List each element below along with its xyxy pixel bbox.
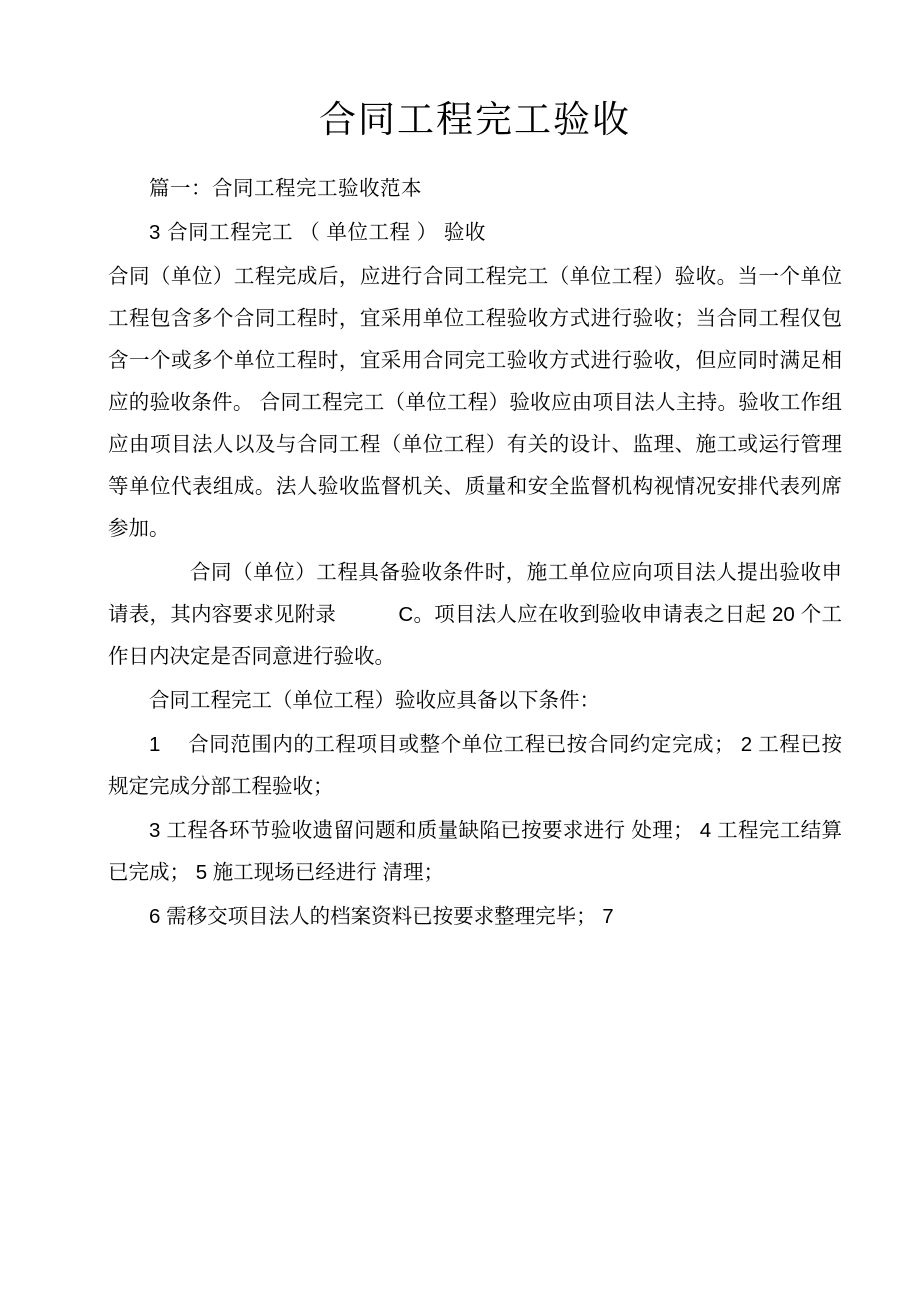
paragraph-6: 6 需移交项目法人的档案资料已按要求整理完毕； 7: [149, 905, 614, 929]
paragraph-5: 3 工程各环节验收遗留问题和质量缺陷已按要求进行 处理； 4 工程完工结算已完成； 5 施工现场已经进行 清理；: [108, 819, 842, 885]
paragraph-source-line: 篇一：合同工程完工验收范本: [149, 177, 422, 201]
paragraph-1: 合同（单位）工程完成后，应进行合同工程完工（单位工程）验收。当一个单位工程包含多个合同工程时，宜采用单位工程验收方式进行验收；当合同工程仅包含一个或多个单位工程时，宜采用合同完工验收方式进行验收，但应同时满足相应的验收条件。 合同工程完工（单位工程）验收应由项目法人主持。验收工作组应由项目法人以及与合同工程（单位工程）有关的设计、监理、施工或运行管理等单位代表组成。法人验收监督机关、质量和安全监督机构视情况安排代表列席参加。: [108, 265, 842, 541]
paragraph-section-heading: 3 合同工程完工 （ 单位工程 ） 验收: [149, 221, 486, 245]
paragraph-2: 合同（单位）工程具备验收条件时，施工单位应向项目法人提出验收申请表，其内容要求见附录 C。项目法人应在收到验收申请表之日起 20 个工作日内决定是否同意进行验收。: [108, 561, 842, 669]
paragraph-4: 1 合同范围内的工程项目或整个单位工程已按合同约定完成； 2 工程已按规定完成分部工程验收；: [108, 733, 842, 799]
document-body: [108, 168, 842, 938]
paragraph-3: 合同工程完工（单位工程）验收应具备以下条件：: [149, 689, 600, 713]
page-title: 合同工程完工验收: [319, 99, 631, 140]
